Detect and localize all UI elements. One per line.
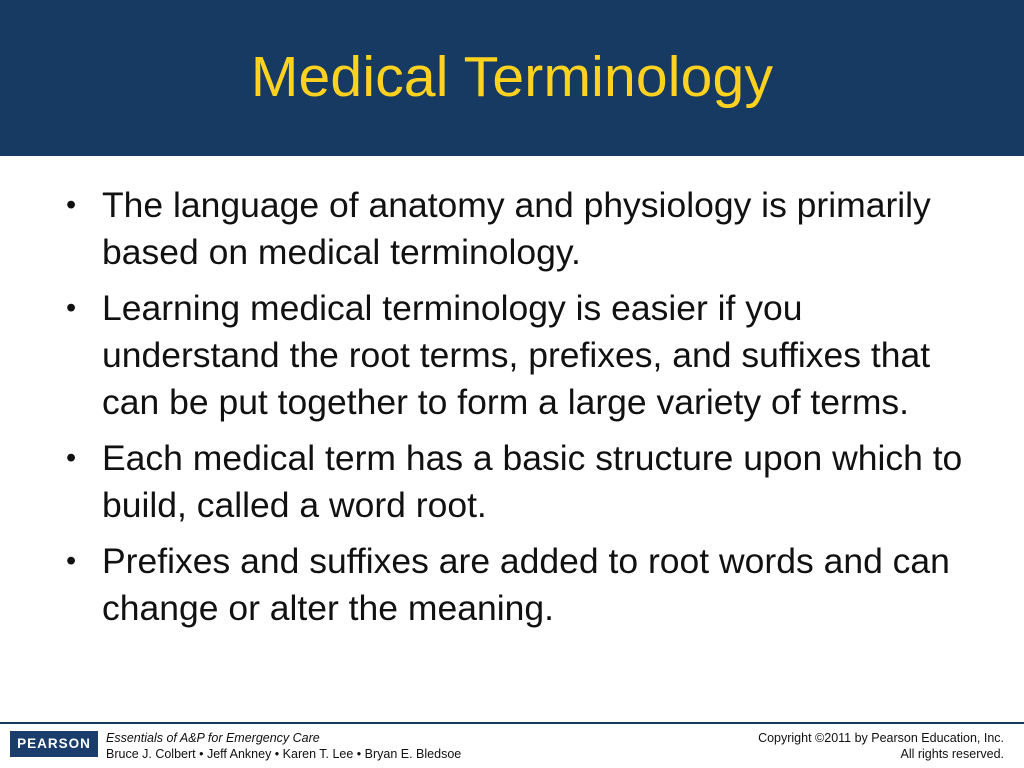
slide-title: Medical Terminology [250,45,774,109]
book-title: Essentials of A&P for Emergency Care [106,731,320,745]
bullet-text: Learning medical terminology is easier if you understand the root terms, prefixes, and suffixes that can be put together to form a large variety of terms. [102,288,931,422]
bullet-item [66,285,986,426]
bullet-text: Prefixes and suffixes are added to root words and can change or alter the meaning. [102,541,950,628]
bullet-marker: • [66,292,77,324]
footer-book-info [106,730,566,762]
footer-divider [0,722,1024,724]
rights-text: All rights reserved. [900,747,1004,761]
bullet-list [66,182,986,641]
bullet-item [66,435,986,529]
book-authors: Bruce J. Colbert • Jeff Ankney • Karen T. Lee • Bryan E. Bledsoe [106,747,462,761]
bullet-marker: • [66,545,77,577]
bullet-item [66,538,986,632]
bullet-marker: • [66,189,77,221]
bullet-text: The language of anatomy and physiology is primarily based on medical terminology. [102,185,931,272]
bullet-text: Each medical term has a basic structure upon which to build, called a word root. [102,438,963,525]
bullet-item [66,182,986,276]
copyright-text: Copyright ©2011 by Pearson Education, Inc. [758,731,1004,745]
bullet-marker: • [66,442,77,474]
footer-copyright [604,730,1004,762]
pearson-logo: PEARSON [10,731,98,757]
title-bar [0,0,1024,156]
